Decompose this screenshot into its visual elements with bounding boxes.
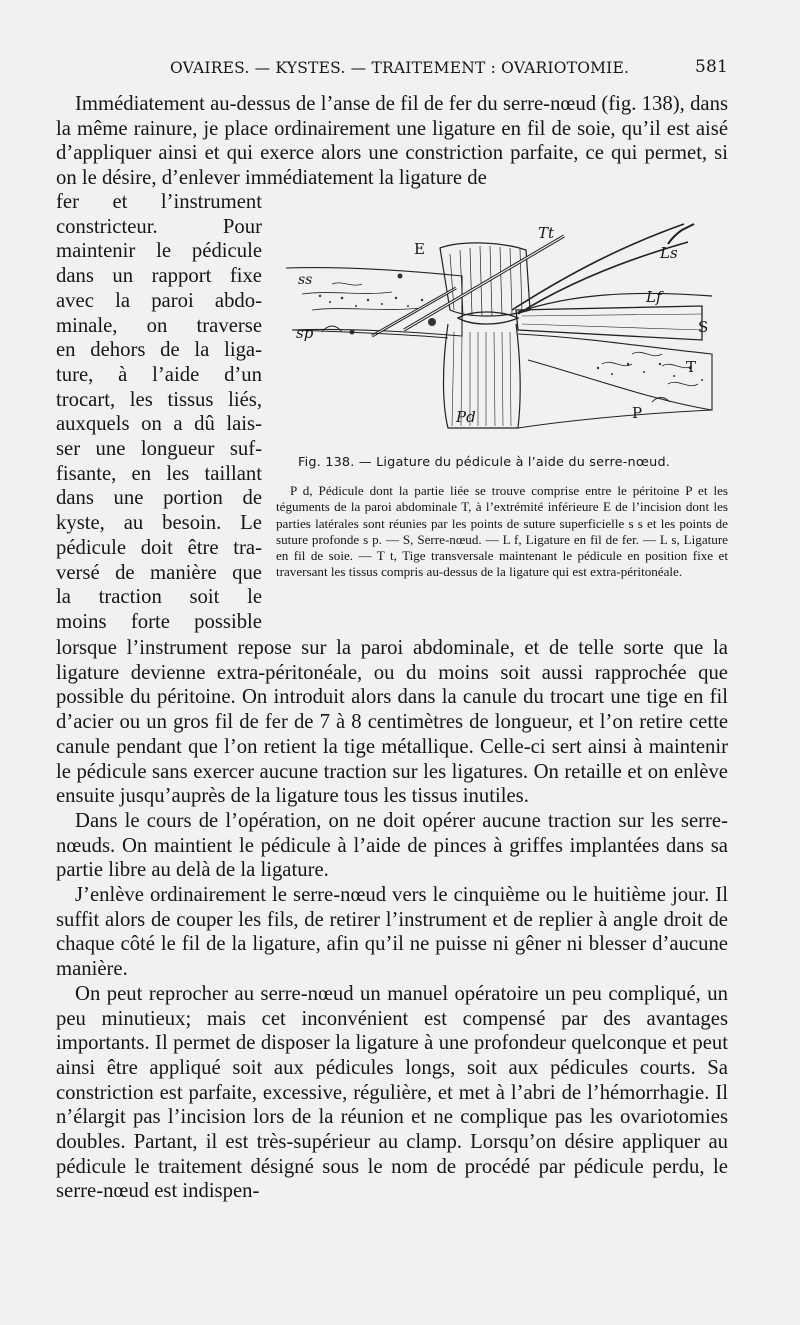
narrow-line: dans un rapport fixe <box>56 265 262 288</box>
paragraph: On peut reprocher au serre-nœud un manuel opératoire un peu compliqué, un peu minutieux; mais cet inconvénient est compensé par des avantages importants. Il permet de disposer la ligature à une profondeur quelconque et peut ainsi être appliqué soit aux pédicules longs, soit aux pédicules courts. Sa constriction est parfaite, excessive, régulière, et met à l’abri de l’hémorrhagie. Il n’élargit pas l’incision lors de la réunion et ne complique pas les ovariotomies doubles. Partant, il est très-supérieur au clamp. Lorsqu’on désire appliquer au pédicule le traitement désigné sous le nom de procédé par pédicule perdu, le serre-nœud est indispen- <box>56 982 728 1203</box>
label-sp: sp <box>296 324 314 342</box>
narrow-line: ser une longueur suf- <box>56 438 262 461</box>
label-Ls: Ls <box>660 244 678 262</box>
narrow-line: la traction soit le <box>56 586 262 609</box>
header-title: OVAIRES. — KYSTES. — TRAITEMENT : OVARIOTOMIE. <box>170 59 630 77</box>
label-P: P <box>632 404 643 422</box>
paragraph: lorsque l’instrument repose sur la paroi abdominale, et de telle sorte que la ligature devienne extra-péritonéale, ou du moins soit aussi rapprochée que possible du péritoine. On introduit alors dans la canule du trocart une tige en fil d’acier ou un gros fil de fer de 7 à 8 centimètres de longueur, et l’on retire cette canule pendant que l’on retient la tige métallique. Celle-ci sert ainsi à maintenir le pédicule sans exercer aucune traction sur les ligatures. On retaille et on enlève ensuite jusqu’auprès de la ligature tous les tissus inutiles. <box>56 637 728 808</box>
figure-138-illustration <box>272 214 728 464</box>
figure-legend: P d, Pédicule dont la partie liée se trouve comprise entre le péritoine P et les téguments de la paroi abdominale T, à l’extrémité inférieure E de l’incision dont les parties latérales sont réunies par les points de suture superficielle s s et les points de suture profonde s p. — S, Serre-nœud. — L f, Ligature en fil de fer. — L s, Ligature en fil de soie. — T t, Tige transversale maintenant le pédicule en position fixe et traversant les tissus compris au-dessus de la ligature qui est extra-péritonéale. <box>276 483 728 580</box>
paragraphs-after-figure <box>56 636 728 1204</box>
narrow-line: maintenir le pédicule <box>56 240 262 263</box>
page-number: 581 <box>694 57 728 77</box>
narrow-line: fer et l’instrument <box>56 191 262 213</box>
narrow-line: constricteur. Pour <box>56 215 262 238</box>
ligature-engraving <box>272 214 728 464</box>
paragraph: J’enlève ordinairement le serre-nœud vers le cinquième ou le huitième jour. Il suffit alors de couper les fils, de retirer l’instrument et de replier à angle droit de chaque côté le fil de la ligature, afin qu’il ne puisse ni gêner ni blesser d’aucune manière. <box>56 884 728 981</box>
label-Tt: Tt <box>538 224 555 242</box>
label-Pd: Pd <box>456 408 476 426</box>
figure-caption: Fig. 138. — Ligature du pédicule à l’aide du serre-nœud. <box>298 455 671 470</box>
narrow-line: auxquels on a dû lais- <box>56 413 262 436</box>
narrow-line: moins forte possible <box>56 610 262 633</box>
label-Lf: Lf <box>646 288 662 306</box>
narrow-line: avec la paroi abdo- <box>56 289 262 312</box>
label-E: E <box>414 240 425 258</box>
narrow-line: minale, on traverse <box>56 314 262 337</box>
narrow-line: versé de manière que <box>56 561 262 584</box>
label-T: T <box>686 358 697 376</box>
narrow-line: fisante, en les taillant <box>56 462 262 485</box>
narrow-line: en dehors de la liga- <box>56 339 262 362</box>
narrow-line: pédicule doit être tra- <box>56 536 262 559</box>
label-ss: ss <box>298 272 313 288</box>
narrow-line: trocart, les tissus liés, <box>56 388 262 411</box>
narrow-text-column <box>56 190 262 635</box>
label-S: S <box>698 318 709 336</box>
paragraph-intro: Immédiatement au-dessus de l’anse de fil de fer du serre-nœud (fig. 138), dans la même rainure, je place ordinairement une ligature en fil de soie, qu’il est aisé d’appliquer ainsi et qui exerce alors une constriction parfaite, ce qui permet, si on le désire, d’enlever immédiatement la ligature de <box>56 93 728 190</box>
narrow-line: kyste, au besoin. Le <box>56 512 262 535</box>
running-header <box>58 57 728 81</box>
narrow-line: ture, à l’aide d’un <box>56 363 262 386</box>
narrow-line: dans une portion de <box>56 487 262 510</box>
paragraph: Dans le cours de l’opération, on ne doit opérer aucune traction sur les serre-nœuds. On maintient le pédicule à l’aide de pinces à griffes implantées dans sa partie libre au delà de la ligature. <box>56 809 728 882</box>
